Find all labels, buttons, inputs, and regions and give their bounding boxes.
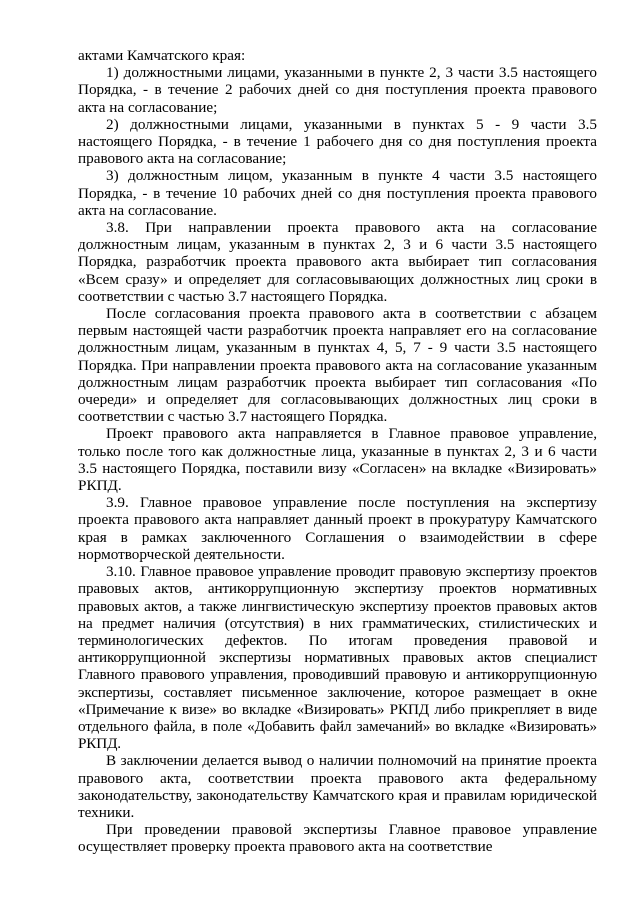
paragraph-3-8: 3.8. При направлении проекта правового акта на согласование должностным лицам, указанным в пунктах 2, 3 и 6 части 3.5 настоящего Порядка, разработчик проекта правового акта выбирает тип согласования «Всем сразу» и определяет для согласовывающих должностных лиц сроки в соответствии с частью 3.7 настоящего Порядка.	[78, 219, 597, 305]
paragraph-item-1: 1) должностными лицами, указанными в пункте 2, 3 части 3.5 настоящего Порядка, - в течение 2 рабочих дней со дня поступления проекта правового акта на согласование;	[78, 64, 597, 116]
paragraph-3-9: 3.9. Главное правовое управление после поступления на экспертизу проекта правового акта направляет данный проект в прокуратуру Камчатского края в рамках заключенного Соглашения о взаимодействии в сфере нормотворческой деятельности.	[78, 494, 597, 563]
paragraph-item-3: 3) должностным лицом, указанным в пункте 4 части 3.5 настоящего Порядка, - в течение 10 рабочих дней со дня поступления проекта правового акта на согласование.	[78, 167, 597, 219]
paragraph-legal-review: При проведении правовой экспертизы Главное правовое управление осуществляет проверку проекта правового акта на соответствие	[78, 821, 597, 856]
paragraph-sent-to-legal: Проект правового акта направляется в Главное правовое управление, только после того как должностные лица, указанные в пунктах 2, 3 и 6 части 3.5 настоящего Порядка, поставили визу «Согласен» на вкладке «Визировать» РКПД.	[78, 425, 597, 495]
paragraph-item-2: 2) должностными лицами, указанными в пунктах 5 - 9 части 3.5 настоящего Порядка, - в течение 1 рабочего дня со дня поступления проекта правового акта на согласование;	[78, 115, 597, 168]
paragraph-3-10: 3.10. Главное правовое управление проводит правовую экспертизу проектов правовых актов, антикоррупционную экспертизу проектов нормативных правовых актов, а также лингвистическую экспертизу проектов правовых актов на предмет наличия (отсутствия) в них грамматических, стилистических и терминологических дефектов. По итогам проведения правовой и антикоррупционной экспертизы нормативных правовых актов специалист Главного правового управления, проводивший правовую и антикоррупционную экспертизы, составляет письменное заключение, которое размещает в окне «Примечание к визе» во вкладке «Визировать» РКПД либо прикрепляет в виде отдельного файла, в поле «Добавить файл замечаний» во вкладке «Визировать» РКПД.	[78, 563, 597, 753]
paragraph-after-approval: После согласования проекта правового акта в соответствии с абзацем первым настоящей части разработчик проекта направляет его на согласование должностным лицам, указанным в пунктах 4, 5, 7 - 9 части 3.5 настоящего Порядка. При направлении проекта правового акта на согласование указанным должностным лицам разработчик проекта выбирает тип согласования «По очереди» и определяет для согласовывающих должностных лиц сроки в соответствии с частью 3.7 настоящего Порядка.	[78, 305, 597, 426]
document-page	[78, 47, 597, 856]
paragraph-conclusion: В заключении делается вывод о наличии полномочий на принятие проекта правового акта, соответствии проекта правового акта федеральному законодательству, законодательству Камчатского края и правилам юридической техники.	[78, 752, 597, 821]
paragraph-continuation: актами Камчатского края:	[78, 47, 246, 64]
